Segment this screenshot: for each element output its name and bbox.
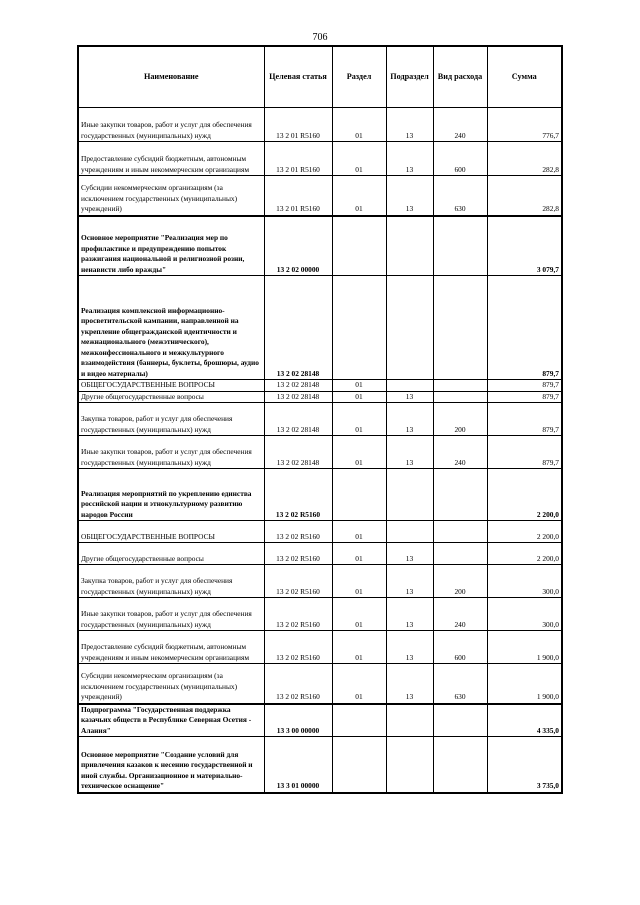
- row-target-article: 13 2 02 R5160: [264, 565, 332, 598]
- page-number: 706: [312, 32, 328, 43]
- row-target-article: 13 2 02 R5160: [264, 543, 332, 565]
- row-name: Закупка товаров, работ и услуг для обеспечения государственных (муниципальных) нужд: [78, 403, 264, 436]
- row-expense-type: 200: [433, 565, 487, 598]
- row-subsection: [386, 380, 433, 392]
- row-expense-type: [433, 391, 487, 403]
- row-name: ОБЩЕГОСУДАРСТВЕННЫЕ ВОПРОСЫ: [78, 521, 264, 543]
- row-subsection: 13: [386, 403, 433, 436]
- row-sum: 879,7: [487, 436, 562, 469]
- row-section: 01: [332, 142, 386, 176]
- row-section: 01: [332, 403, 386, 436]
- table-row: [78, 664, 562, 704]
- header-name: Наименование: [78, 46, 264, 108]
- row-subsection: 13: [386, 436, 433, 469]
- row-target-article: 13 2 02 28148: [264, 391, 332, 403]
- row-sum: 3 079,7: [487, 216, 562, 276]
- row-sum: 2 200,0: [487, 469, 562, 521]
- row-expense-type: [433, 276, 487, 380]
- row-subsection: [386, 216, 433, 276]
- row-name: Субсидии некоммерческим организациям (за исключением государственных (муниципальных) учреждений): [78, 664, 264, 704]
- row-sum: 4 335,0: [487, 704, 562, 737]
- row-subsection: [386, 276, 433, 380]
- row-subsection: 13: [386, 565, 433, 598]
- row-expense-type: 240: [433, 598, 487, 631]
- table-row: [78, 391, 562, 403]
- table-row: [78, 737, 562, 793]
- table-row: [78, 631, 562, 664]
- row-subsection: 13: [386, 391, 433, 403]
- row-sum: 879,7: [487, 403, 562, 436]
- header-subsection: Подраздел: [386, 46, 433, 108]
- budget-table: [77, 45, 563, 794]
- row-name: Реализация комплексной информационно-просветительской кампании, направленной на укрепление общегражданской идентичности и межнационального (межэтнического), межконфессионального и межкультурного взаимодействия (баннеры, буклеты, брошюры, аудио и видео материалы): [78, 276, 264, 380]
- row-name: Иные закупки товаров, работ и услуг для обеспечения государственных (муниципальных) нужд: [78, 598, 264, 631]
- row-target-article: 13 3 00 00000: [264, 704, 332, 737]
- row-subsection: 13: [386, 543, 433, 565]
- row-expense-type: 600: [433, 142, 487, 176]
- row-section: [332, 216, 386, 276]
- row-subsection: [386, 737, 433, 793]
- row-sum: 1 900,0: [487, 664, 562, 704]
- row-section: 01: [332, 598, 386, 631]
- row-sum: 879,7: [487, 380, 562, 392]
- row-section: [332, 469, 386, 521]
- row-sum: 879,7: [487, 391, 562, 403]
- table-row: [78, 436, 562, 469]
- row-expense-type: [433, 543, 487, 565]
- row-target-article: 13 2 02 28148: [264, 380, 332, 392]
- row-target-article: 13 2 02 28148: [264, 436, 332, 469]
- row-name: Основное мероприятие "Создание условий для привлечения казаков к несению государственной и иной службы. Организационное и материально-техническое оснащение": [78, 737, 264, 793]
- table-header-row: [78, 46, 562, 108]
- table-row: [78, 403, 562, 436]
- row-sum: 2 200,0: [487, 543, 562, 565]
- row-section: 01: [332, 631, 386, 664]
- row-subsection: [386, 704, 433, 737]
- row-section: 01: [332, 108, 386, 142]
- row-sum: 879,7: [487, 276, 562, 380]
- row-section: 01: [332, 543, 386, 565]
- row-subsection: [386, 469, 433, 521]
- row-subsection: [386, 521, 433, 543]
- row-section: [332, 737, 386, 793]
- row-target-article: 13 2 02 R5160: [264, 664, 332, 704]
- header-expense-type: Вид расхода: [433, 46, 487, 108]
- table-row: [78, 108, 562, 142]
- row-sum: 2 200,0: [487, 521, 562, 543]
- header-sum: Сумма: [487, 46, 562, 108]
- row-expense-type: [433, 704, 487, 737]
- row-name: Основное мероприятие "Реализация мер по профилактике и предупреждению попыток разжигания национальной и религиозной розни, ненависти либо вражды": [78, 216, 264, 276]
- row-section: [332, 704, 386, 737]
- row-section: 01: [332, 380, 386, 392]
- row-sum: 1 900,0: [487, 631, 562, 664]
- table-row: [78, 565, 562, 598]
- row-expense-type: [433, 521, 487, 543]
- row-subsection: 13: [386, 631, 433, 664]
- row-target-article: 13 2 02 R5160: [264, 469, 332, 521]
- row-subsection: 13: [386, 176, 433, 216]
- row-expense-type: 600: [433, 631, 487, 664]
- row-sum: 776,7: [487, 108, 562, 142]
- row-section: [332, 276, 386, 380]
- row-name: Другие общегосударственные вопросы: [78, 391, 264, 403]
- row-target-article: 13 2 01 R5160: [264, 176, 332, 216]
- row-section: 01: [332, 521, 386, 543]
- table-row: [78, 521, 562, 543]
- header-section: Раздел: [332, 46, 386, 108]
- row-name: Закупка товаров, работ и услуг для обеспечения государственных (муниципальных) нужд: [78, 565, 264, 598]
- row-expense-type: 200: [433, 403, 487, 436]
- row-name: Реализация мероприятий по укреплению единства российской нации и этнокультурному развитию народов России: [78, 469, 264, 521]
- row-target-article: 13 2 02 R5160: [264, 521, 332, 543]
- row-sum: 282,8: [487, 142, 562, 176]
- row-expense-type: 630: [433, 664, 487, 704]
- row-target-article: 13 2 02 00000: [264, 216, 332, 276]
- row-name: Иные закупки товаров, работ и услуг для обеспечения государственных (муниципальных) нужд: [78, 108, 264, 142]
- table-row: [78, 380, 562, 392]
- header-target: Целевая статья: [264, 46, 332, 108]
- row-target-article: 13 2 02 R5160: [264, 631, 332, 664]
- row-subsection: 13: [386, 664, 433, 704]
- row-sum: 282,8: [487, 176, 562, 216]
- row-expense-type: [433, 469, 487, 521]
- row-target-article: 13 2 02 R5160: [264, 598, 332, 631]
- row-section: 01: [332, 176, 386, 216]
- table-row: [78, 142, 562, 176]
- row-name: ОБЩЕГОСУДАРСТВЕННЫЕ ВОПРОСЫ: [78, 380, 264, 392]
- row-target-article: 13 3 01 00000: [264, 737, 332, 793]
- row-expense-type: 630: [433, 176, 487, 216]
- row-target-article: 13 2 01 R5160: [264, 108, 332, 142]
- row-section: 01: [332, 436, 386, 469]
- row-subsection: 13: [386, 598, 433, 631]
- row-target-article: 13 2 02 28148: [264, 276, 332, 380]
- row-section: 01: [332, 664, 386, 704]
- row-expense-type: [433, 737, 487, 793]
- row-section: 01: [332, 391, 386, 403]
- row-name: Предоставление субсидий бюджетным, автономным учреждениям и иным некоммерческим организациям: [78, 631, 264, 664]
- row-target-article: 13 2 01 R5160: [264, 142, 332, 176]
- table-row: [78, 598, 562, 631]
- row-expense-type: [433, 216, 487, 276]
- table-row: [78, 176, 562, 216]
- row-expense-type: 240: [433, 436, 487, 469]
- table-row: [78, 543, 562, 565]
- row-subsection: 13: [386, 142, 433, 176]
- row-target-article: 13 2 02 28148: [264, 403, 332, 436]
- row-section: 01: [332, 565, 386, 598]
- table-row: [78, 704, 562, 737]
- row-subsection: 13: [386, 108, 433, 142]
- row-expense-type: 240: [433, 108, 487, 142]
- table-row: [78, 469, 562, 521]
- row-name: Подпрограмма "Государственная поддержка казачьих обществ в Республике Северная Осетия - Алания": [78, 704, 264, 737]
- row-name: Другие общегосударственные вопросы: [78, 543, 264, 565]
- row-name: Субсидии некоммерческим организациям (за исключением государственных (муниципальных) учреждений): [78, 176, 264, 216]
- row-expense-type: [433, 380, 487, 392]
- row-sum: 3 735,0: [487, 737, 562, 793]
- row-sum: 300,0: [487, 565, 562, 598]
- table-row: [78, 216, 562, 276]
- row-name: Предоставление субсидий бюджетным, автономным учреждениям и иным некоммерческим организациям: [78, 142, 264, 176]
- row-sum: 300,0: [487, 598, 562, 631]
- table-row: [78, 276, 562, 380]
- row-name: Иные закупки товаров, работ и услуг для обеспечения государственных (муниципальных) нужд: [78, 436, 264, 469]
